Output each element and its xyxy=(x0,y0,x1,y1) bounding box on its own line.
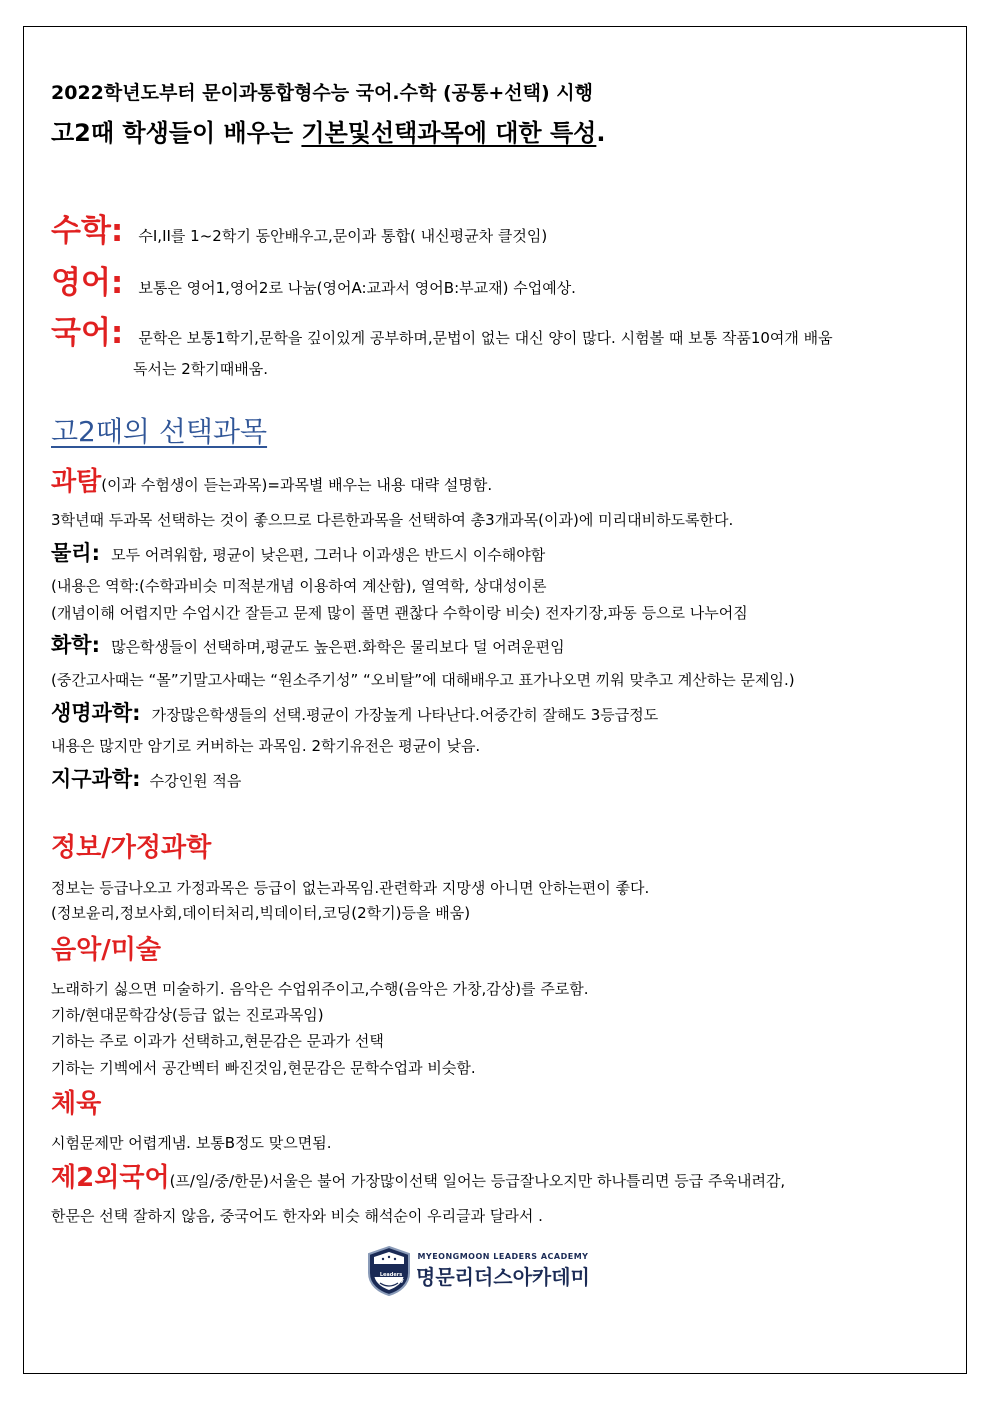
english-row xyxy=(51,257,576,302)
bio-text: 가장많은학생들의 선택.평균이 가장높게 나타난다.어중간히 잘해도 3등급정도 xyxy=(151,706,659,724)
bio-row xyxy=(51,697,658,727)
foreign-line2: 한문은 선택 잘하지 않음, 중국어도 한자와 비슷 해석순이 우리글과 달라서 . xyxy=(51,1207,543,1225)
info-label: 정보/가정과학 xyxy=(51,833,212,863)
korean-row xyxy=(51,307,833,352)
info-line1: 정보는 등급나오고 가정과목은 등급이 없는과목임.관련학과 지망생 아니면 안하는편이 좋다. xyxy=(51,879,650,897)
pe-label: 체육 xyxy=(51,1089,102,1119)
english-label: 영어: xyxy=(51,265,124,301)
physics-line3: (개념이해 어렵지만 수업시간 잘듣고 문제 많이 풀면 괜찮다 수학이랑 비슷) 전자기장,파동 등으로 나누어짐 xyxy=(51,604,748,622)
arts-line3: 기하는 주로 이과가 선택하고,현문감은 문과가 선택 xyxy=(51,1032,384,1050)
korean-text2: 독서는 2학기때배움. xyxy=(133,360,269,378)
foreign-row xyxy=(51,1157,785,1194)
math-text: 수I,II를 1~2학기 동안배우고,문이과 통합( 내신평균차 클것임) xyxy=(138,227,548,245)
logo-badge-text: Leaders Academy xyxy=(378,1272,404,1284)
bio-line2: 내용은 많지만 암기로 커버하는 과목임. 2학기유전은 평균이 낮음. xyxy=(51,737,481,755)
physics-row xyxy=(51,537,545,567)
arts-line2: 기하/현대문학감상(등급 없는 진로과목임) xyxy=(51,1006,324,1024)
header-line2-prefix: 고2때 학생들이 배우는 xyxy=(51,119,302,147)
logo-subtitle: MYEONGMOON LEADERS ACADEMY xyxy=(417,1252,589,1261)
pe-line1: 시험문제만 어렵게냄. 보통B정도 맞으면됨. xyxy=(51,1134,332,1152)
academy-logo xyxy=(366,1245,590,1297)
foreign-label-note: (프/일/중/한문)서울은 불어 가장많이선택 일어는 등급잘나오지만 하나틀리면 등급 주욱내려감, xyxy=(169,1172,786,1190)
header-line2-suffix: . xyxy=(596,119,606,147)
physics-text: 모두 어려워함, 평균이 낮은편, 그러나 이과생은 반드시 이수해야함 xyxy=(111,546,546,564)
arts-line1: 노래하기 싫으면 미술하기. 음악은 수업위주이고,수행(음악은 가창,감상)를 주로함. xyxy=(51,980,589,998)
math-row xyxy=(51,205,547,250)
english-text: 보통은 영어1,영어2로 나눔(영어A:교과서 영어B:부교재) 수업예상. xyxy=(138,279,576,297)
math-label: 수학: xyxy=(51,213,124,249)
electives-heading: 고2때의 선택과목 xyxy=(51,415,268,448)
earth-label: 지구과학: xyxy=(51,767,141,791)
header-line1: 2022학년도부터 문이과통합형수능 국어.수학 (공통+선택) 시행 xyxy=(51,82,593,104)
arts-label: 음악/미술 xyxy=(51,935,161,965)
korean-text1: 문학은 보통1학기,문학을 깊이있게 공부하며,문법이 없는 대신 양이 많다. 시험볼 때 보통 작품10여개 배움 xyxy=(138,329,833,347)
header-line2 xyxy=(51,113,605,148)
arts-line4: 기하는 기벡에서 공간벡터 빠진것임,현문감은 문학수업과 비슷함. xyxy=(51,1059,476,1077)
chem-row xyxy=(51,629,565,659)
bio-label: 생명과학: xyxy=(51,701,141,725)
foreign-label: 제2외국어 xyxy=(51,1163,170,1193)
earth-row xyxy=(51,763,241,793)
chem-text: 많은학생들이 선택하며,평균도 높은편.화학은 물리보다 덜 어려운편임 xyxy=(111,638,565,656)
korean-label: 국어: xyxy=(51,315,124,351)
physics-line2: (내용은 역학:(수학과비슷 미적분개념 이용하여 계산함), 열역학, 상대성이론 xyxy=(51,577,547,595)
physics-label: 물리: xyxy=(51,541,100,565)
logo-name: 명문리더스아카데미 xyxy=(416,1265,590,1289)
science-row xyxy=(51,461,492,498)
info-line2: (정보윤리,정보사회,데이터처리,빅데이터,코딩(2학기)등을 배움) xyxy=(51,904,471,922)
science-label: 과탐 xyxy=(51,467,102,497)
chem-label: 화학: xyxy=(51,633,100,657)
header-line2-underlined: 기본및선택과목에 대한 특성 xyxy=(301,119,597,147)
chem-line2: (중간고사때는 “몰”기말고사때는 “원소주기성” “오비탈”에 대해배우고 표가나오면 끼워 맞추고 계산하는 문제임.) xyxy=(51,671,795,689)
science-intro: 3학년때 두과목 선택하는 것이 좋으므로 다른한과목을 선택하여 총3개과목(이과)에 미리대비하도록한다. xyxy=(51,511,734,529)
science-label-note: (이과 수험생이 듣는과목)=과목별 배우는 내용 대략 설명함. xyxy=(101,476,493,494)
shield-icon xyxy=(366,1245,412,1297)
earth-text: 수강인원 적음 xyxy=(149,772,242,790)
